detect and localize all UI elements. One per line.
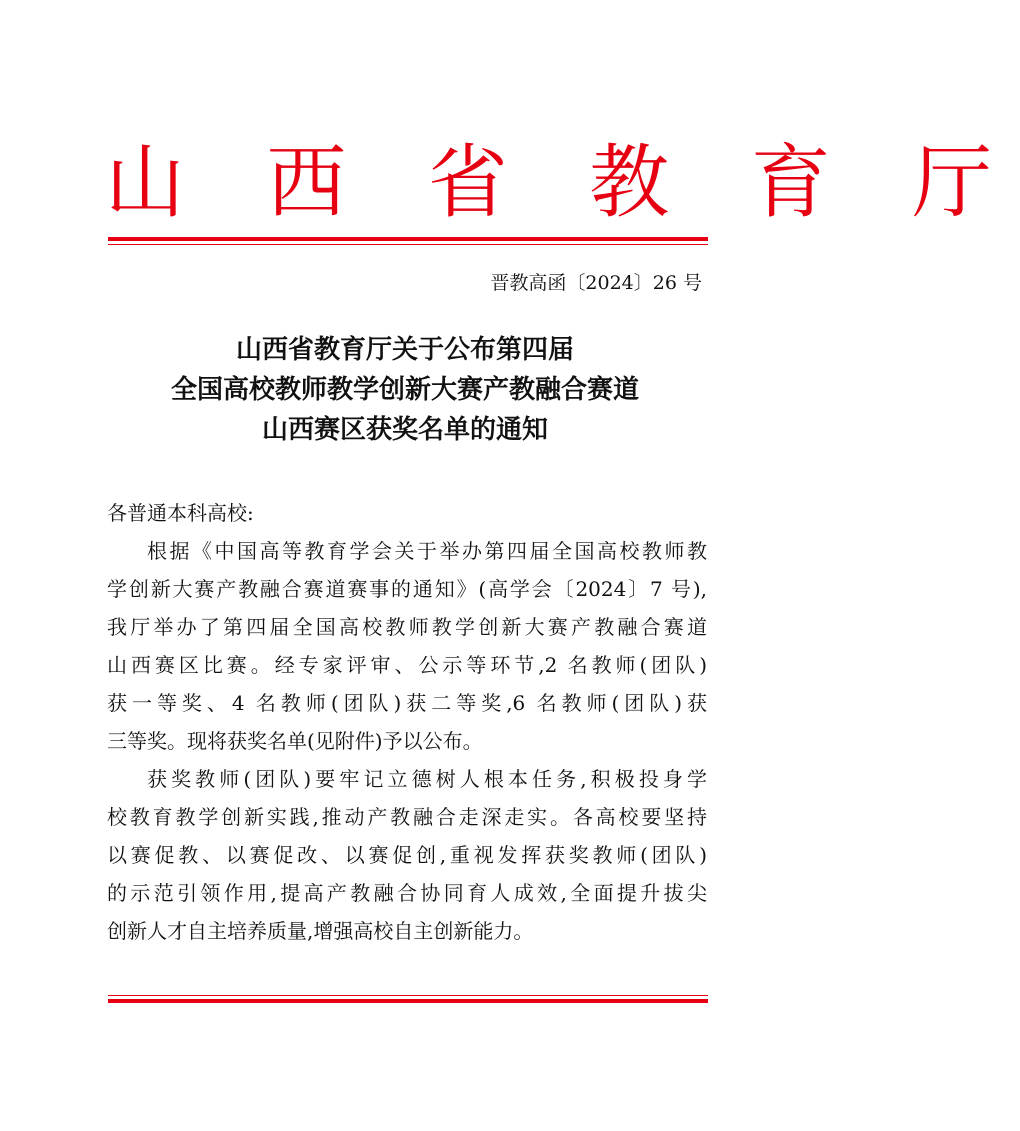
letterhead-rule-thick (108, 237, 708, 241)
paragraph-line: 的示范引领作用,提高产教融合协同育人成效,全面提升拔尖 (107, 881, 707, 905)
paragraph-requirements (107, 760, 707, 950)
footer-rule-thin (108, 995, 708, 996)
paragraph-line: 校教育教学创新实践,推动产教融合走深走实。各高校要坚持 (107, 805, 707, 829)
paragraph-line: 以赛促教、以赛促改、以赛促创,重视发挥获奖教师(团队) (107, 843, 707, 867)
paragraph-line: 山西赛区比赛。经专家评审、公示等环节,2 名教师(团队) (107, 653, 707, 677)
paragraph-line: 我厅举办了第四届全国高校教师教学创新大赛产教融合赛道 (107, 615, 707, 639)
letterhead-org-name: 山 西 省 教 育 厅 (105, 136, 1020, 229)
paragraph-line: 学创新大赛产教融合赛道赛事的通知》(高学会〔2024〕7 号), (107, 577, 707, 601)
document-body (107, 494, 707, 950)
paragraph-line: 创新人才自主培养质量,增强高校自主创新能力。 (107, 919, 534, 943)
paragraph-line: 获奖教师(团队)要牢记立德树人根本任务,积极投身学 (147, 767, 707, 791)
paragraph-line: 获一等奖、4 名教师(团队)获二等奖,6 名教师(团队)获 (107, 691, 707, 715)
addressee: 各普通本科高校: (107, 501, 254, 525)
document-title (100, 330, 710, 450)
title-line: 山西省教育厅关于公布第四届 (235, 335, 574, 365)
footer-rule-thick (108, 999, 708, 1003)
title-line: 全国高校教师教学创新大赛产教融合赛道 (170, 375, 639, 405)
title-line: 山西赛区获奖名单的通知 (261, 415, 548, 445)
letterhead-rule-thin (108, 244, 708, 245)
paragraph-line: 根据《中国高等教育学会关于举办第四届全国高校教师教 (147, 539, 707, 563)
paragraph-line: 三等奖。现将获奖名单(见附件)予以公布。 (107, 729, 483, 753)
paragraph-announcement (107, 532, 707, 760)
document-number: 晋教高函〔2024〕26 号 (490, 272, 702, 294)
